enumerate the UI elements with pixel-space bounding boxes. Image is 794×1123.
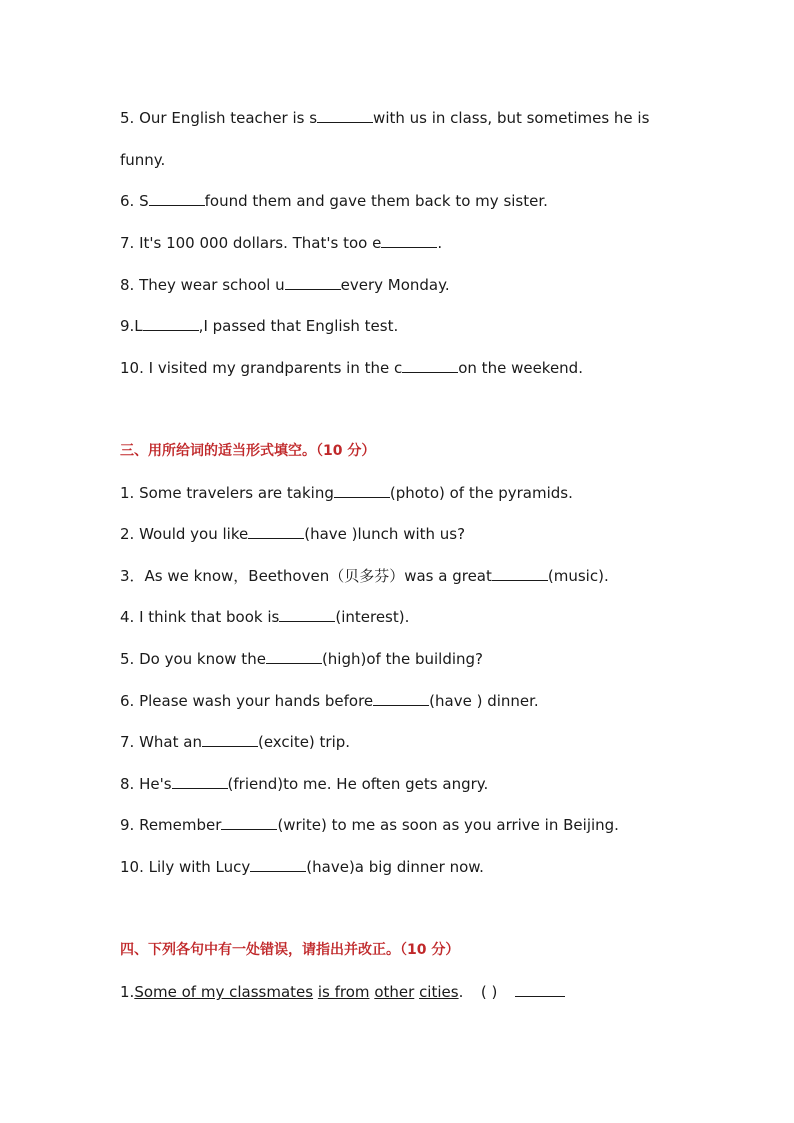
question-s2-10: 10. I visited my grandparents in the c on the weekend. — [120, 359, 583, 377]
answer-blank[interactable] — [402, 358, 458, 373]
question-s3-7: 7. What an (excite) trip. — [120, 733, 351, 751]
answer-blank[interactable] — [266, 649, 322, 664]
question-s3-3: 3．As we know，Beethoven（贝多芬）was a great (music). — [120, 567, 609, 585]
question-s2-6: 6. S found them and gave them back to my sister. — [120, 192, 548, 210]
question-s3-6: 6. Please wash your hands before (have ) dinner. — [120, 692, 539, 710]
question-s3-2: 2. Would you like (have )lunch with us? — [120, 525, 466, 543]
section-3-heading: 三、用所给词的适当形式填空。（10 分） — [120, 443, 376, 459]
question-s2-9: 9.L ,I passed that English test. — [120, 317, 399, 335]
section-4-heading: 四、下列各句中有一处错误，请指出并改正。（10 分） — [120, 942, 460, 958]
answer-blank[interactable] — [279, 607, 335, 622]
answer-blank[interactable] — [172, 774, 228, 789]
question-s2-8: 8. They wear school u every Monday. — [120, 276, 450, 294]
correction-blank[interactable] — [515, 982, 565, 997]
answer-blank[interactable] — [149, 191, 205, 206]
answer-blank[interactable] — [202, 732, 258, 747]
answer-blank[interactable] — [143, 316, 199, 331]
question-s3-8: 8. He's (friend)to me. He often gets angry. — [120, 775, 489, 793]
answer-blank[interactable] — [317, 108, 373, 123]
question-s2-5-continued: funny. — [120, 151, 166, 169]
question-s3-9: 9. Remember (write) to me as soon as you arrive in Beijing. — [120, 816, 619, 834]
option-c-underlined: other — [374, 983, 415, 1001]
answer-blank[interactable] — [492, 566, 548, 581]
question-s3-5: 5. Do you know the (high)of the building? — [120, 650, 483, 668]
answer-blank[interactable] — [334, 483, 390, 498]
option-a-underlined: Some of my classmates — [134, 983, 314, 1001]
answer-blank[interactable] — [248, 524, 304, 539]
question-s2-7: 7. It's 100 000 dollars. That's too e . — [120, 234, 443, 252]
question-s3-1: 1. Some travelers are taking (photo) of the pyramids. — [120, 484, 573, 502]
question-s2-5: 5. Our English teacher is s with us in class, but sometimes he is — [120, 109, 650, 127]
answer-blank[interactable] — [221, 815, 277, 830]
answer-blank[interactable] — [381, 233, 437, 248]
answer-blank[interactable] — [250, 857, 306, 872]
choice-parentheses[interactable]: ( ) — [480, 983, 498, 1001]
option-b-underlined: is from — [317, 983, 370, 1001]
answer-blank[interactable] — [373, 691, 429, 706]
question-s4-1: 1.Some of my classmates is from other cities. ( ) — [120, 982, 565, 1002]
question-s3-10: 10. Lily with Lucy (have)a big dinner now. — [120, 858, 484, 876]
question-s3-4: 4. I think that book is (interest). — [120, 608, 410, 626]
option-d-underlined: cities — [419, 983, 459, 1001]
answer-blank[interactable] — [285, 275, 341, 290]
